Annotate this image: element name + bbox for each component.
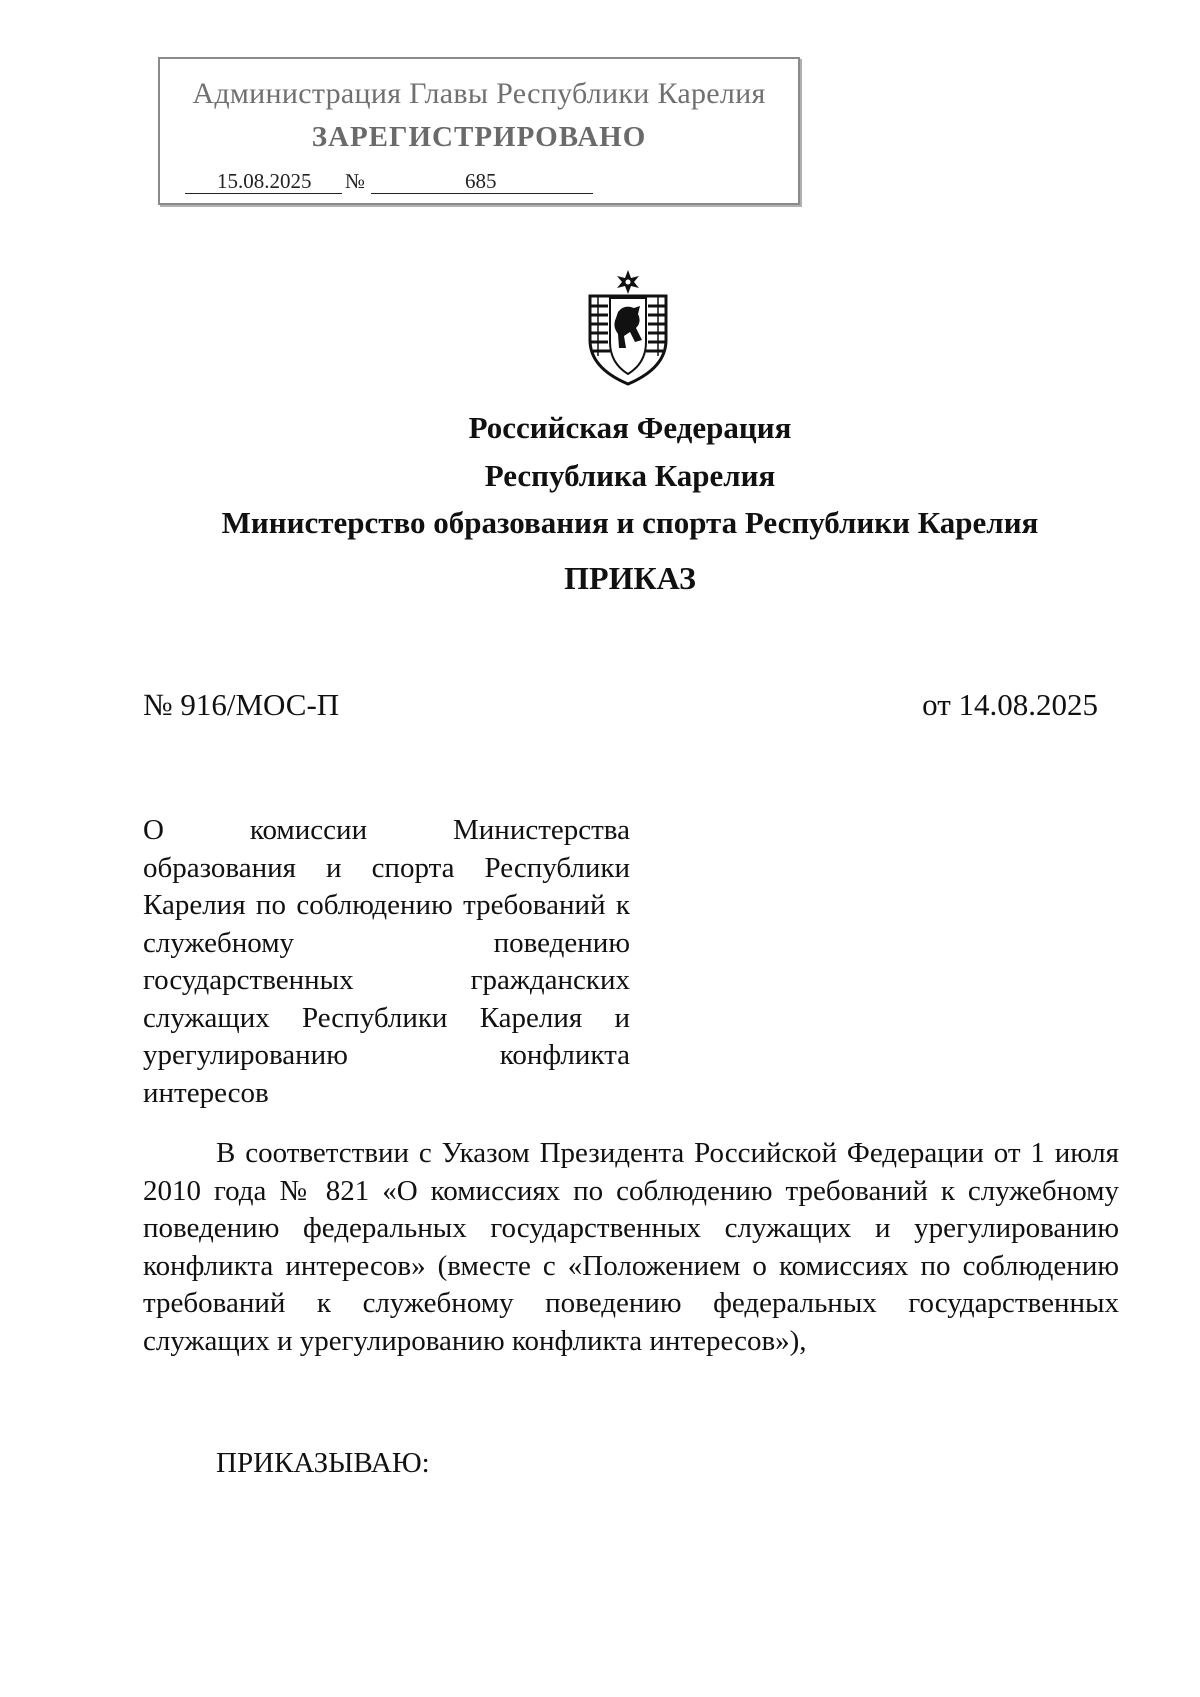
stamp-number: 685: [465, 169, 497, 193]
stamp-status: ЗАРЕГИСТРИРОВАНО: [311, 121, 647, 153]
document-type: ПРИКАЗ: [564, 560, 696, 596]
stamp-organization: Администрация Главы Республики Карелия: [192, 77, 766, 110]
karelia-coat-of-arms-icon: [580, 268, 676, 386]
order-subject-main: О комиссии Министерства образования и спорта Республики Карелия по соблюдению требований к служебному поведению государственных гражданских служащих Республики Карелия и урегулированию конфликта: [143, 814, 630, 1071]
order-preamble: В соответствии с Указом Президента Российской Федерации от 1 июля 2010 года № 821 «О комиссиях по соблюдению требований к служебному поведению федеральных государственных служащих и урегулированию конфликта интересов» (вместе с «Положением о комиссиях по соблюдению требований к служебному поведению федеральных государственных служащих и урегулированию конфликта интересов»),: [143, 1137, 1119, 1357]
order-subject: [143, 812, 630, 1112]
registration-stamp: [158, 57, 800, 205]
stamp-date: 15.08.2025: [217, 169, 312, 193]
stamp-number-sign: №: [345, 169, 366, 193]
header-ministry: Министерство образования и спорта Республики Карелия: [221, 505, 1039, 540]
decree-word: ПРИКАЗЫВАЮ:: [216, 1447, 430, 1479]
header-country: Российская Федерация: [468, 410, 792, 445]
order-date: от 14.08.2025: [922, 687, 1098, 722]
order-number: № 916/МОС-П: [143, 687, 340, 722]
header-region: Республика Карелия: [484, 458, 776, 493]
order-subject-last-line: интересов: [143, 1076, 269, 1109]
